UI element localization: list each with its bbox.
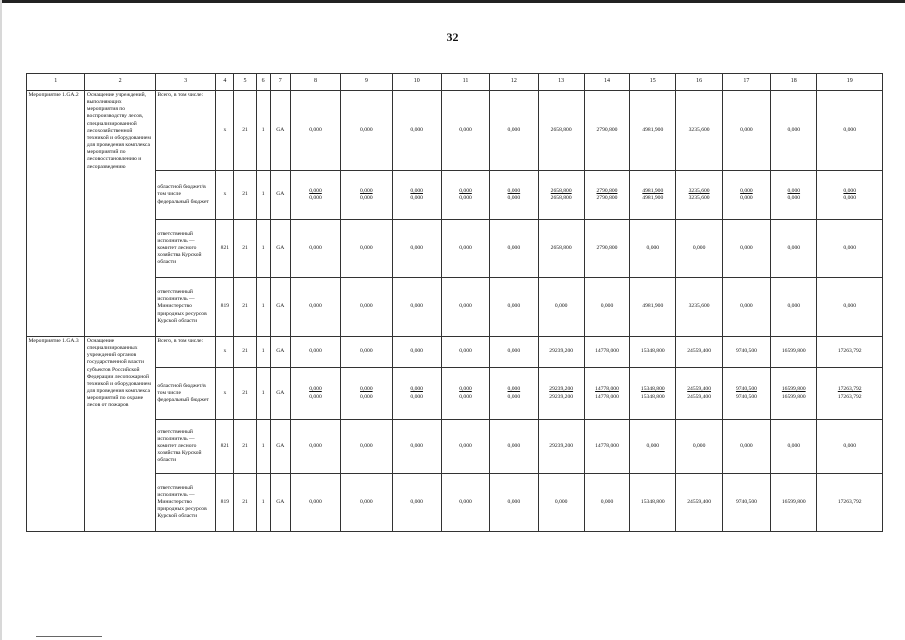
regional-budget-amount: 0,000: [459, 386, 472, 393]
amount-cell-pair: [490, 368, 538, 420]
amount-cell: 0,000: [722, 91, 770, 171]
funding-category: ответственный исполнитель — комитет лесного хозяйства Курской области: [155, 220, 215, 278]
code-target: GA: [270, 171, 290, 220]
regional-budget-amount: 0,000: [309, 386, 322, 393]
column-number-header: 7: [270, 74, 290, 91]
amount-cell: 9740,500: [722, 474, 770, 532]
funding-category: Всего, в том числе:: [155, 91, 215, 171]
regional-budget-amount: 3235,600: [688, 187, 710, 194]
amount-cell-pair: [392, 171, 441, 220]
code-target: GA: [270, 420, 290, 474]
code-target: GA: [270, 337, 290, 368]
amount-cell-pair: [392, 368, 441, 420]
federal-budget-amount: 2658,800: [550, 195, 572, 201]
funding-category: Всего, в том числе:: [155, 337, 215, 368]
code-subsection: 1: [256, 420, 270, 474]
federal-budget-amount: 0,000: [740, 195, 753, 201]
amount-cell-pair: [441, 368, 489, 420]
amount-cell: 29239,200: [538, 337, 584, 368]
federal-budget-amount: 9740,500: [735, 393, 757, 400]
code-subsection: 1: [256, 474, 270, 532]
table-header-row: [27, 74, 883, 91]
amount-cell: 0,000: [341, 91, 392, 171]
column-number-header: 3: [155, 74, 215, 91]
code-section: 21: [234, 91, 256, 171]
code-subsection: 1: [256, 337, 270, 368]
column-number-header: 11: [441, 74, 489, 91]
federal-budget-amount: 0,000: [843, 195, 856, 201]
column-number-header: 14: [584, 74, 629, 91]
regional-budget-amount: 17263,792: [837, 386, 862, 393]
budget-table: [26, 73, 883, 532]
code-subsection: 1: [256, 368, 270, 420]
column-number-header: 19: [817, 74, 883, 91]
federal-budget-amount: 29239,200: [549, 393, 574, 400]
code-grbs: 821: [216, 420, 234, 474]
federal-budget-amount: 0,000: [360, 393, 373, 400]
amount-cell-pair: [290, 171, 340, 220]
federal-budget-amount: 3235,600: [688, 195, 710, 201]
amount-cell: 29239,200: [538, 420, 584, 474]
federal-budget-amount: 16599,800: [781, 393, 806, 400]
column-number-header: 10: [392, 74, 441, 91]
amount-cell: 0,000: [584, 278, 629, 337]
table-row: [27, 220, 883, 278]
amount-cell: 0,000: [630, 420, 676, 474]
measure-description: Оснащение специализированных учреждений органов государственной власти субъектов Российской Федерации лесопожарной техникой и оборудованием для проведения комплекса мероприятий по охране лесов от пожаров: [85, 337, 155, 532]
amount-cell-pair: [538, 368, 584, 420]
table-row: [27, 368, 883, 420]
amount-cell: 0,000: [441, 220, 489, 278]
code-target: GA: [270, 368, 290, 420]
regional-budget-amount: 2658,800: [550, 187, 572, 194]
amount-cell: 0,000: [722, 220, 770, 278]
federal-budget-amount: 0,000: [507, 195, 521, 201]
regional-budget-amount: 0,000: [309, 187, 322, 194]
amount-cell: 15348,800: [630, 337, 676, 368]
code-section: 21: [234, 474, 256, 532]
column-number-header: 13: [538, 74, 584, 91]
amount-cell: 0,000: [290, 278, 340, 337]
amount-cell: 2658,800: [538, 91, 584, 171]
amount-cell: 0,000: [817, 91, 883, 171]
amount-cell: 2658,800: [538, 220, 584, 278]
federal-budget-amount: 0,000: [309, 393, 322, 400]
table-row: [27, 420, 883, 474]
amount-cell: 0,000: [441, 474, 489, 532]
amount-cell: 0,000: [722, 420, 770, 474]
amount-cell: 0,000: [392, 91, 441, 171]
amount-cell-pair: [538, 171, 584, 220]
amount-cell-pair: [817, 171, 883, 220]
amount-cell-pair: [771, 368, 817, 420]
regional-budget-amount: 0,000: [740, 187, 753, 194]
amount-cell: 0,000: [290, 337, 340, 368]
federal-budget-amount: 24559,400: [687, 393, 711, 400]
amount-cell: 0,000: [341, 220, 392, 278]
amount-cell-pair: [676, 171, 722, 220]
amount-cell: 0,000: [392, 278, 441, 337]
amount-cell-pair: [584, 368, 629, 420]
measure-name: Мероприятие 1.GA.3: [27, 337, 85, 532]
amount-cell: 0,000: [392, 220, 441, 278]
measure-description: Оснащение учреждений, выполняющих мероприятия по воспроизводству лесов, специализированной лесохозяйственной техникой и оборудованием для проведения комплекса мероприятий по лесовосстановлению и лесоразведению: [85, 91, 155, 337]
amount-cell: 9740,500: [722, 337, 770, 368]
amount-cell: 0,000: [817, 420, 883, 474]
federal-budget-amount: 15348,800: [640, 393, 665, 400]
amount-cell: 0,000: [290, 420, 340, 474]
amount-cell: 2790,800: [584, 91, 629, 171]
amount-cell: 17263,792: [817, 337, 883, 368]
federal-budget-amount: 0,000: [787, 195, 801, 201]
column-number-header: 6: [256, 74, 270, 91]
amount-cell: 17263,792: [817, 474, 883, 532]
amount-cell: 0,000: [771, 278, 817, 337]
federal-budget-amount: 0,000: [507, 393, 521, 400]
regional-budget-amount: 0,000: [360, 386, 373, 393]
regional-budget-amount: 9740,500: [735, 386, 757, 393]
amount-cell-pair: [490, 171, 538, 220]
amount-cell: 0,000: [538, 278, 584, 337]
code-grbs: 819: [216, 278, 234, 337]
amount-cell: 0,000: [771, 91, 817, 171]
code-section: 21: [234, 171, 256, 220]
column-number-header: 2: [85, 74, 155, 91]
regional-budget-amount: 0,000: [410, 187, 423, 194]
code-grbs: x: [216, 171, 234, 220]
amount-cell: 0,000: [392, 420, 441, 474]
code-grbs: 819: [216, 474, 234, 532]
amount-cell: 0,000: [490, 278, 538, 337]
amount-cell: 0,000: [341, 278, 392, 337]
table-row: [27, 171, 883, 220]
column-number-header: 16: [676, 74, 722, 91]
amount-cell: 0,000: [538, 474, 584, 532]
column-number-header: 4: [216, 74, 234, 91]
page-number: 32: [446, 30, 459, 44]
amount-cell: 24559,400: [676, 474, 722, 532]
code-grbs: 821: [216, 220, 234, 278]
amount-cell: 0,000: [771, 220, 817, 278]
regional-budget-amount: 4981,900: [642, 187, 664, 194]
regional-budget-amount: 0,000: [507, 386, 521, 393]
amount-cell: 4981,900: [630, 91, 676, 171]
regional-budget-amount: 0,000: [507, 187, 521, 194]
amount-cell: 0,000: [630, 220, 676, 278]
column-number-header: 17: [722, 74, 770, 91]
code-subsection: 1: [256, 171, 270, 220]
regional-budget-amount: 0,000: [360, 187, 373, 194]
regional-budget-amount: 16599,800: [781, 386, 806, 393]
column-number-header: 9: [341, 74, 392, 91]
amount-cell-pair: [441, 171, 489, 220]
amount-cell-pair: [817, 368, 883, 420]
regional-budget-amount: 2790,800: [596, 187, 618, 194]
amount-cell: 14778,000: [584, 337, 629, 368]
code-section: 21: [234, 220, 256, 278]
regional-budget-amount: 15348,800: [640, 386, 665, 393]
column-number-header: 15: [630, 74, 676, 91]
federal-budget-amount: 4981,900: [642, 195, 664, 201]
code-section: 21: [234, 368, 256, 420]
amount-cell-pair: [722, 171, 770, 220]
amount-cell: 3235,600: [676, 91, 722, 171]
scan-mark: [36, 636, 102, 637]
amount-cell-pair: [676, 368, 722, 420]
table-row: [27, 474, 883, 532]
amount-cell: 24559,400: [676, 337, 722, 368]
amount-cell: 2790,800: [584, 220, 629, 278]
regional-budget-amount: 24559,400: [687, 386, 711, 393]
amount-cell: 0,000: [341, 474, 392, 532]
amount-cell: 0,000: [290, 474, 340, 532]
code-subsection: 1: [256, 278, 270, 337]
scan-edge-top: [0, 0, 905, 3]
amount-cell-pair: [771, 171, 817, 220]
federal-budget-amount: 14778,000: [595, 393, 619, 400]
code-section: 21: [234, 337, 256, 368]
regional-budget-amount: 0,000: [459, 187, 472, 194]
federal-budget-amount: 0,000: [410, 393, 423, 400]
amount-cell: 0,000: [441, 337, 489, 368]
amount-cell: 0,000: [490, 420, 538, 474]
amount-cell: 0,000: [490, 91, 538, 171]
regional-budget-amount: 29239,200: [549, 386, 574, 393]
code-target: GA: [270, 220, 290, 278]
code-section: 21: [234, 278, 256, 337]
regional-budget-amount: 0,000: [410, 386, 423, 393]
table-row: [27, 278, 883, 337]
amount-cell: 0,000: [392, 337, 441, 368]
funding-category: ответственный исполнитель — комитет лесного хозяйства Курской области: [155, 420, 215, 474]
funding-category: областной бюджет/в том числе федеральный бюджет: [155, 171, 215, 220]
amount-cell: 3235,600: [676, 278, 722, 337]
amount-cell-pair: [341, 368, 392, 420]
amount-cell-pair: [290, 368, 340, 420]
amount-cell: 0,000: [341, 420, 392, 474]
amount-cell: 0,000: [341, 337, 392, 368]
amount-cell: 16599,800: [771, 474, 817, 532]
amount-cell: 0,000: [490, 220, 538, 278]
code-subsection: 1: [256, 220, 270, 278]
federal-budget-amount: 0,000: [360, 195, 373, 201]
federal-budget-amount: 0,000: [459, 393, 472, 400]
regional-budget-amount: 0,000: [843, 187, 856, 194]
amount-cell-pair: [341, 171, 392, 220]
code-target: GA: [270, 91, 290, 171]
amount-cell-pair: [630, 368, 676, 420]
code-target: GA: [270, 474, 290, 532]
column-number-header: 5: [234, 74, 256, 91]
funding-category: ответственный исполнитель — Министерство природных ресурсов Курской области: [155, 278, 215, 337]
federal-budget-amount: 17263,792: [837, 393, 862, 400]
amount-cell: 0,000: [584, 474, 629, 532]
amount-cell-pair: [722, 368, 770, 420]
funding-category: ответственный исполнитель — Министерство природных ресурсов Курской области: [155, 474, 215, 532]
amount-cell: 0,000: [817, 278, 883, 337]
amount-cell: 4981,900: [630, 278, 676, 337]
amount-cell: 0,000: [441, 420, 489, 474]
amount-cell: 14778,000: [584, 420, 629, 474]
column-number-header: 12: [490, 74, 538, 91]
amount-cell: 0,000: [722, 278, 770, 337]
amount-cell: 0,000: [441, 278, 489, 337]
regional-budget-amount: 0,000: [787, 187, 801, 194]
federal-budget-amount: 2790,800: [596, 195, 618, 201]
column-number-header: 18: [771, 74, 817, 91]
amount-cell: 0,000: [290, 91, 340, 171]
scan-edge-left: [0, 0, 2, 640]
code-grbs: x: [216, 337, 234, 368]
amount-cell: 0,000: [490, 337, 538, 368]
amount-cell-pair: [630, 171, 676, 220]
federal-budget-amount: 0,000: [459, 195, 472, 201]
federal-budget-amount: 0,000: [309, 195, 322, 201]
amount-cell: 0,000: [490, 474, 538, 532]
regional-budget-amount: 14778,000: [595, 386, 619, 393]
amount-cell: 0,000: [771, 420, 817, 474]
code-subsection: 1: [256, 91, 270, 171]
code-grbs: x: [216, 368, 234, 420]
amount-cell: 0,000: [290, 220, 340, 278]
measure-name: Мероприятие 1.GA.2: [27, 91, 85, 337]
table-row: [27, 337, 883, 368]
amount-cell: 0,000: [676, 420, 722, 474]
amount-cell-pair: [584, 171, 629, 220]
amount-cell: 16599,800: [771, 337, 817, 368]
code-section: 21: [234, 420, 256, 474]
amount-cell: 0,000: [817, 220, 883, 278]
amount-cell: 0,000: [441, 91, 489, 171]
amount-cell: 15348,800: [630, 474, 676, 532]
federal-budget-amount: 0,000: [410, 195, 423, 201]
column-number-header: 1: [27, 74, 85, 91]
funding-category: областной бюджет/в том числе федеральный бюджет: [155, 368, 215, 420]
amount-cell: 0,000: [392, 474, 441, 532]
table-row: [27, 91, 883, 171]
code-grbs: x: [216, 91, 234, 171]
amount-cell: 0,000: [676, 220, 722, 278]
column-number-header: 8: [290, 74, 340, 91]
code-target: GA: [270, 278, 290, 337]
